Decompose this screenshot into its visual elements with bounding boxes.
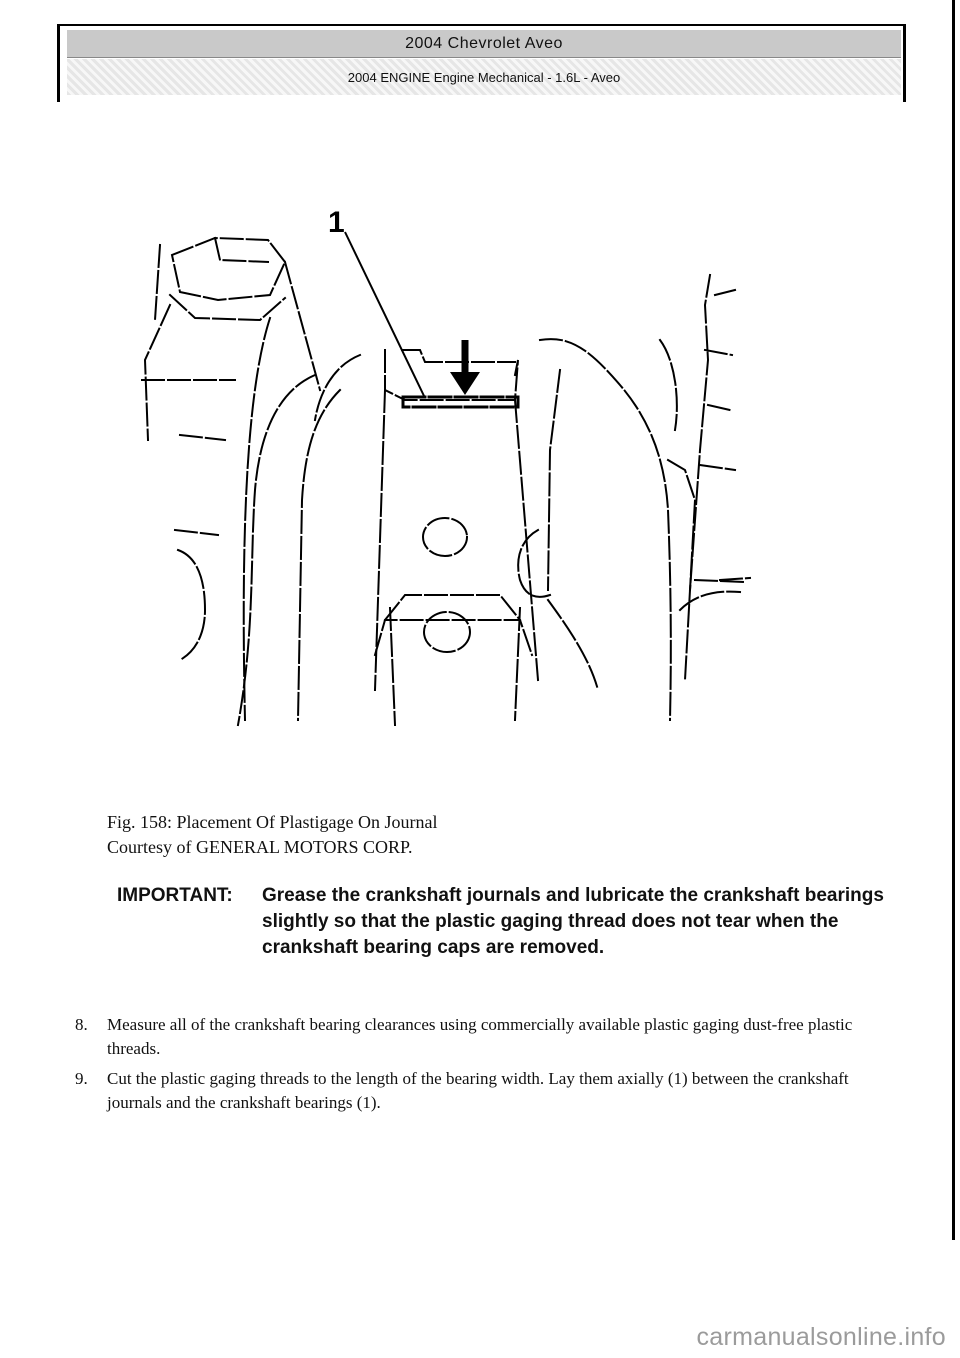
header-rule-top	[57, 24, 906, 26]
document-title: 2004 Chevrolet Aveo	[67, 30, 901, 58]
procedure-steps	[75, 1013, 905, 1121]
bolt-head	[172, 238, 285, 300]
important-text: Grease the crankshaft journals and lubricate the crankshaft bearings slightly so that the plastic gaging thread does not tear when the crankshaft bearing caps are removed.	[262, 885, 884, 958]
header-rule-left	[57, 24, 60, 102]
direction-arrow-head	[450, 372, 480, 395]
plastigage-strip	[403, 397, 518, 407]
plastigage-illustration	[120, 200, 800, 730]
oil-hole-lower	[424, 612, 470, 652]
step-item	[75, 1067, 905, 1115]
figure-caption-credit: Courtesy of GENERAL MOTORS CORP.	[107, 837, 413, 857]
bolt-collar	[170, 295, 285, 320]
left-counterweight	[238, 375, 315, 725]
step-item	[75, 1013, 905, 1061]
step-text: Measure all of the crankshaft bearing clearances using commercially available plastic gaging dust-free plastic threads.	[107, 1015, 853, 1058]
document-subtitle: 2004 ENGINE Engine Mechanical - 1.6L - Aveo	[67, 59, 901, 95]
figure-caption-title: Fig. 158: Placement Of Plastigage On Journal	[107, 812, 438, 832]
oil-hole-upper	[423, 518, 467, 556]
watermark-link[interactable]: carmanualsonline.info	[696, 1323, 946, 1351]
right-counterweight	[540, 339, 671, 720]
important-label: IMPORTANT:	[117, 885, 233, 906]
step-number: 9.	[75, 1069, 88, 1088]
callout-number: 1	[328, 206, 345, 239]
figure-caption	[107, 810, 437, 860]
header-rule-right	[903, 24, 906, 102]
step-text: Cut the plastic gaging threads to the length of the bearing width. Lay them axially (1) between the crankshaft journals and the crankshaft bearings (1).	[107, 1069, 849, 1112]
page-rule-right	[952, 0, 955, 1240]
step-number: 8.	[75, 1015, 88, 1034]
callout-leader	[345, 232, 425, 398]
